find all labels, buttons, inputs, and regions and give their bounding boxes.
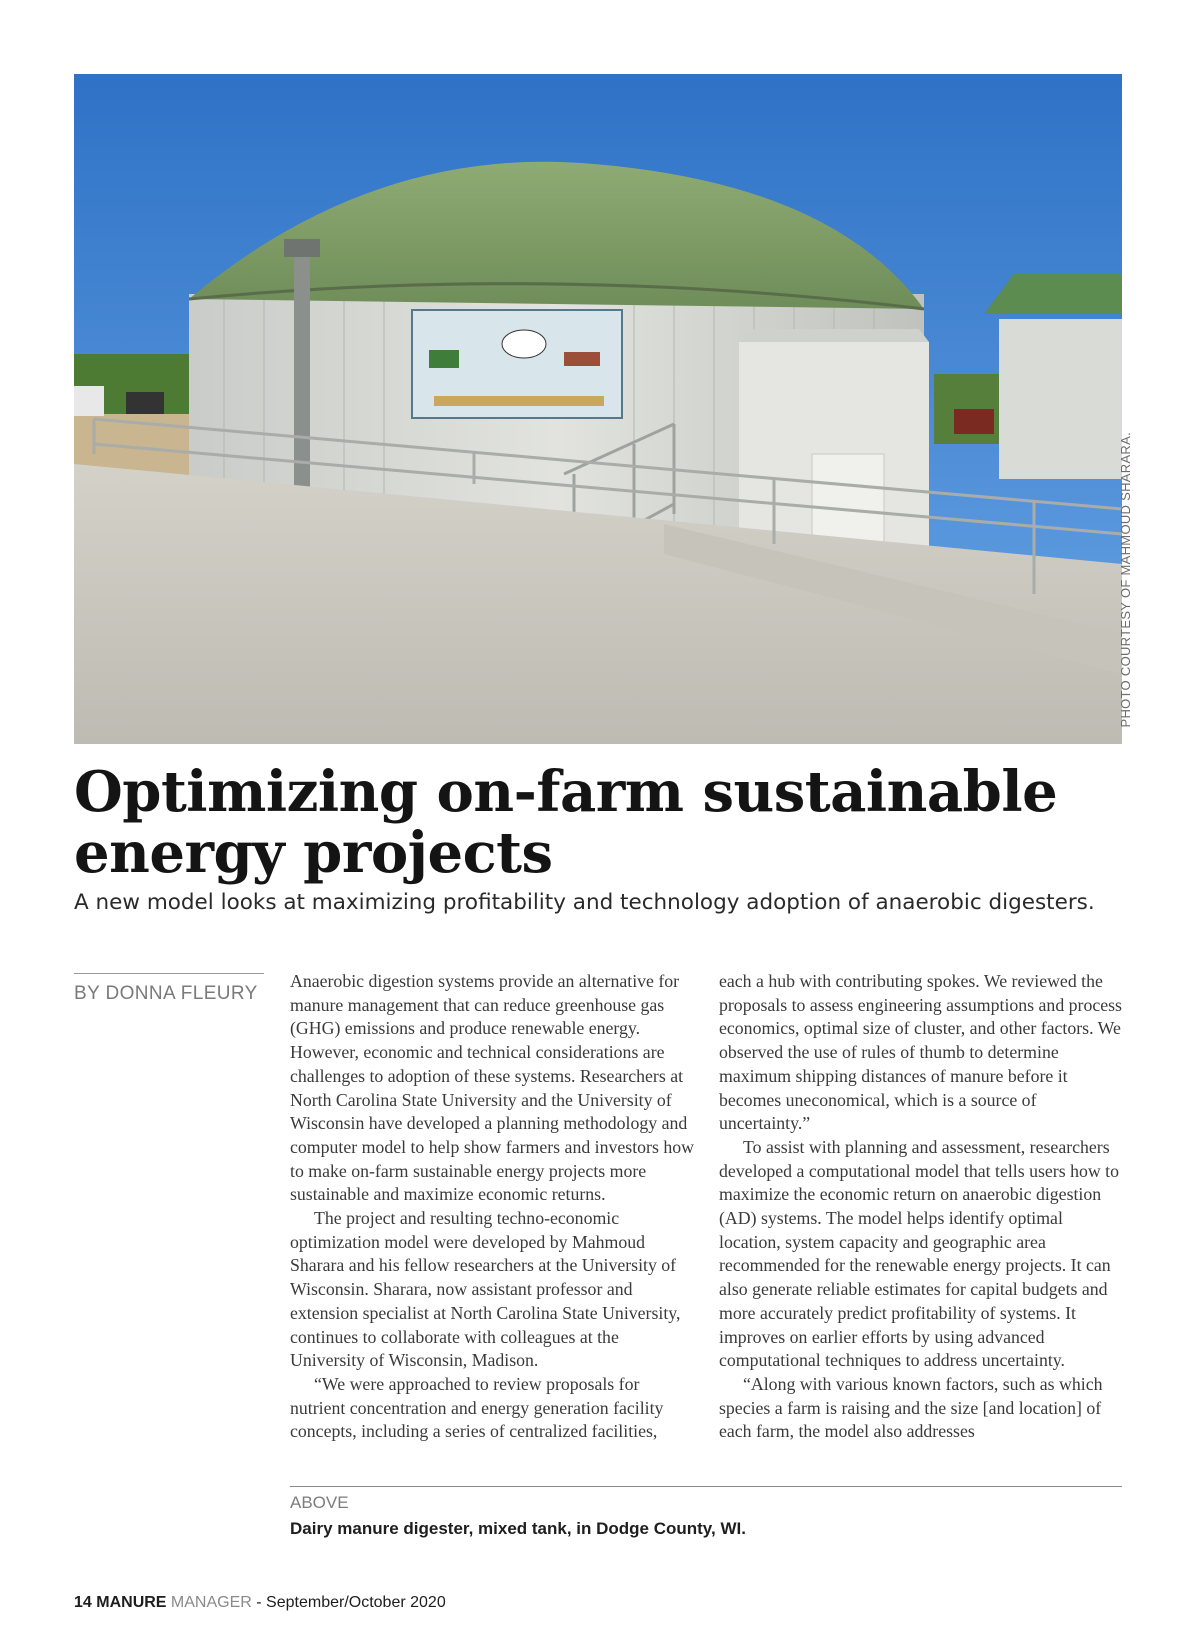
- body-paragraph: each a hub with contributing spokes. We reviewed the proposals to assess engineering assumptions and process economics, optimal size of cluster, and other factors. We observed the use of rules of thumb to determine maximum shipping distances of manure before it becomes uneconomical, which is a source of uncertainty.”: [719, 971, 1122, 1134]
- body-paragraph: “Along with various known factors, such as which species a farm is raising and the size [and location] of each farm, the model also addresses: [719, 1373, 1103, 1442]
- magazine-name-light: MANAGER: [170, 1594, 252, 1611]
- caption-divider: [290, 1486, 1122, 1487]
- byline: BY DONNA FLEURY: [74, 983, 258, 1004]
- body-paragraph: “We were approached to review proposals for nutrient concentration and energy generation facility concepts, including a series of centralized facilities,: [290, 1373, 664, 1442]
- body-column-1: [290, 970, 698, 1444]
- body-paragraph: To assist with planning and assessment, researchers developed a computational model that tells users how to maximize the economic return on anaerobic digestion (AD) systems. The model helps identify optimal location, system capacity and geographic area recommended for the renewable energy projects. It can also generate reliable estimates for capital budgets and more accurately predict profitability of systems. It improves on earlier efforts by using advanced computational techniques to address uncertainty.: [719, 1136, 1119, 1371]
- issue-date: - September/October 2020: [256, 1594, 446, 1611]
- article-headline: Optimizing on-farm sustainable energy projects: [74, 759, 1058, 886]
- body-paragraph: The project and resulting techno-economic optimization model were developed by Mahmoud Sharara and his fellow researchers at the University of Wisconsin. Sharara, now assistant professor and extension specialist at North Carolina State University, continues to collaborate with colleagues at the University of Wisconsin, Madison.: [290, 1208, 681, 1371]
- article-deck: A new model looks at maximizing profitability and technology adoption of anaerobic digesters.: [74, 890, 1095, 915]
- caption-label: ABOVE: [290, 1493, 349, 1512]
- article-photo: [74, 74, 1122, 744]
- caption-text: Dairy manure digester, mixed tank, in Dodge County, WI.: [290, 1519, 746, 1538]
- body-paragraph: Anaerobic digestion systems provide an alternative for manure management that can reduce greenhouse gas (GHG) emissions and produce renewable energy. However, economic and technical considerations are challenges to adoption of these systems. Researchers at North Carolina State University and the University of Wisconsin have developed a planning methodology and computer model to help show farmers and investors how to make on-farm sustainable energy projects more sustainable and maximize economic returns.: [290, 971, 694, 1205]
- page-number: 14: [74, 1594, 92, 1611]
- photo-credit: PHOTO COURTESY OF MAHMOUD SHARARA.: [1118, 432, 1133, 728]
- digester-photo: [74, 74, 1122, 744]
- magazine-name-bold: MANURE: [96, 1594, 167, 1611]
- byline-divider: [74, 973, 264, 974]
- page-footer: [74, 1594, 446, 1612]
- body-column-2: [719, 970, 1127, 1444]
